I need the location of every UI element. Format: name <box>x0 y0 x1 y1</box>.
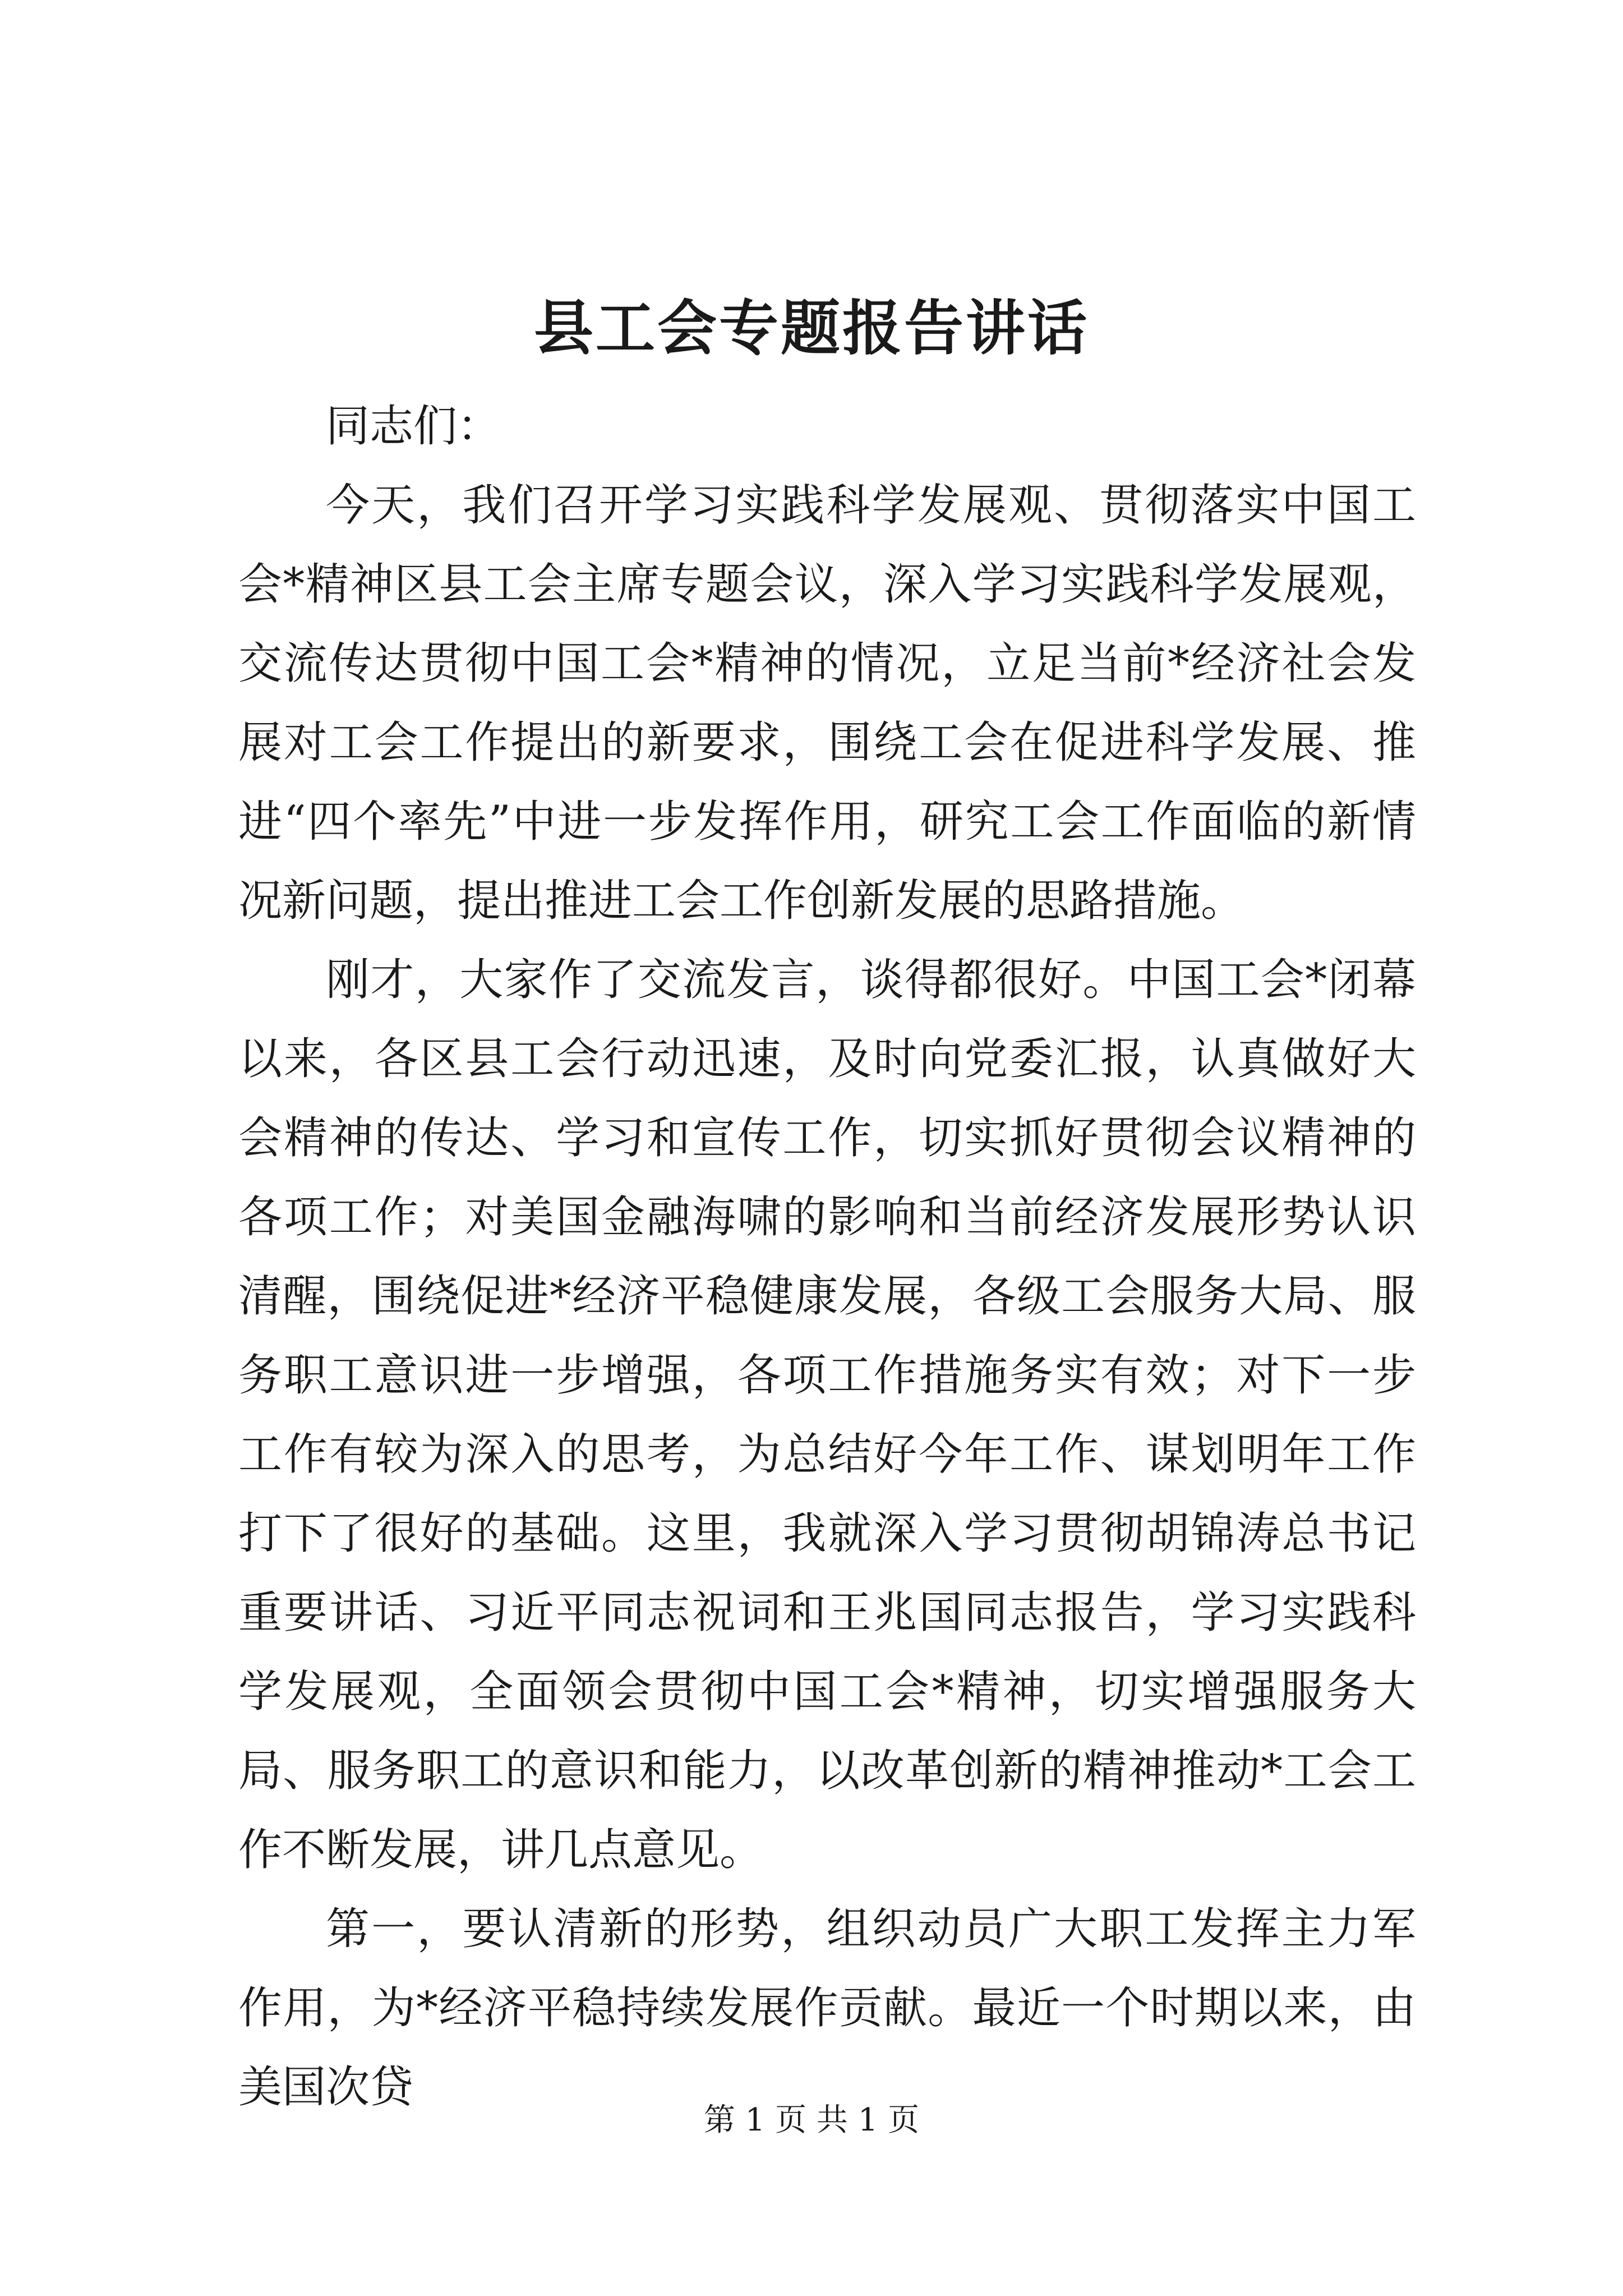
salutation: 同志们： <box>326 401 501 452</box>
page-footer: 第 1 页 共 1 页 <box>703 2102 920 2138</box>
document-title: 县工会专题报告讲话 <box>534 293 1089 363</box>
paragraph-2: 刚才，大家作了交流发言，谈得都很好。中国工会*闭幕以来，各区县工会行动迅速，及时向党委汇报，认真做好大会精神的传达、学习和宣传工作，切实抓好贯彻会议精神的各项工作；对美国金融海啸的影响和当前经济发展形势认识清醒，围绕促进*经济平稳健康发展，各级工会服务大局、服务职工意识进一步增强，各项工作措施务实有效；对下一步工作有较为深入的思考，为总结好今年工作、谋划明年工作打下了很好的基础。这里，我就深入学习贯彻胡锦涛总书记重要讲话、习近平同志祝词和王兆国同志报告，学习实践科学发展观，全面领会贯彻中国工会*精神，切实增强服务大局、服务职工的意识和能力，以改革创新的精神推动*工会工作不断发展，讲几点意见。 <box>238 955 1416 1875</box>
document-body <box>238 387 1416 2127</box>
paragraph-1: 今天，我们召开学习实践科学发展观、贯彻落实中国工会*精神区县工会主席专题会议，深入学习实践科学发展观，交流传达贯彻中国工会*精神的情况，立足当前*经济社会发展对工会工作提出的新要求，围绕工会在促进科学发展、推进“四个率先”中进一步发挥作用，研究工会工作面临的新情况新问题，提出推进工会工作创新发展的思路措施。 <box>238 480 1416 926</box>
paragraph-3: 第一，要认清新的形势，组织动员广大职工发挥主力军作用，为*经济平稳持续发展作贡献。最近一个时期以来，由美国次贷 <box>238 1904 1416 2113</box>
